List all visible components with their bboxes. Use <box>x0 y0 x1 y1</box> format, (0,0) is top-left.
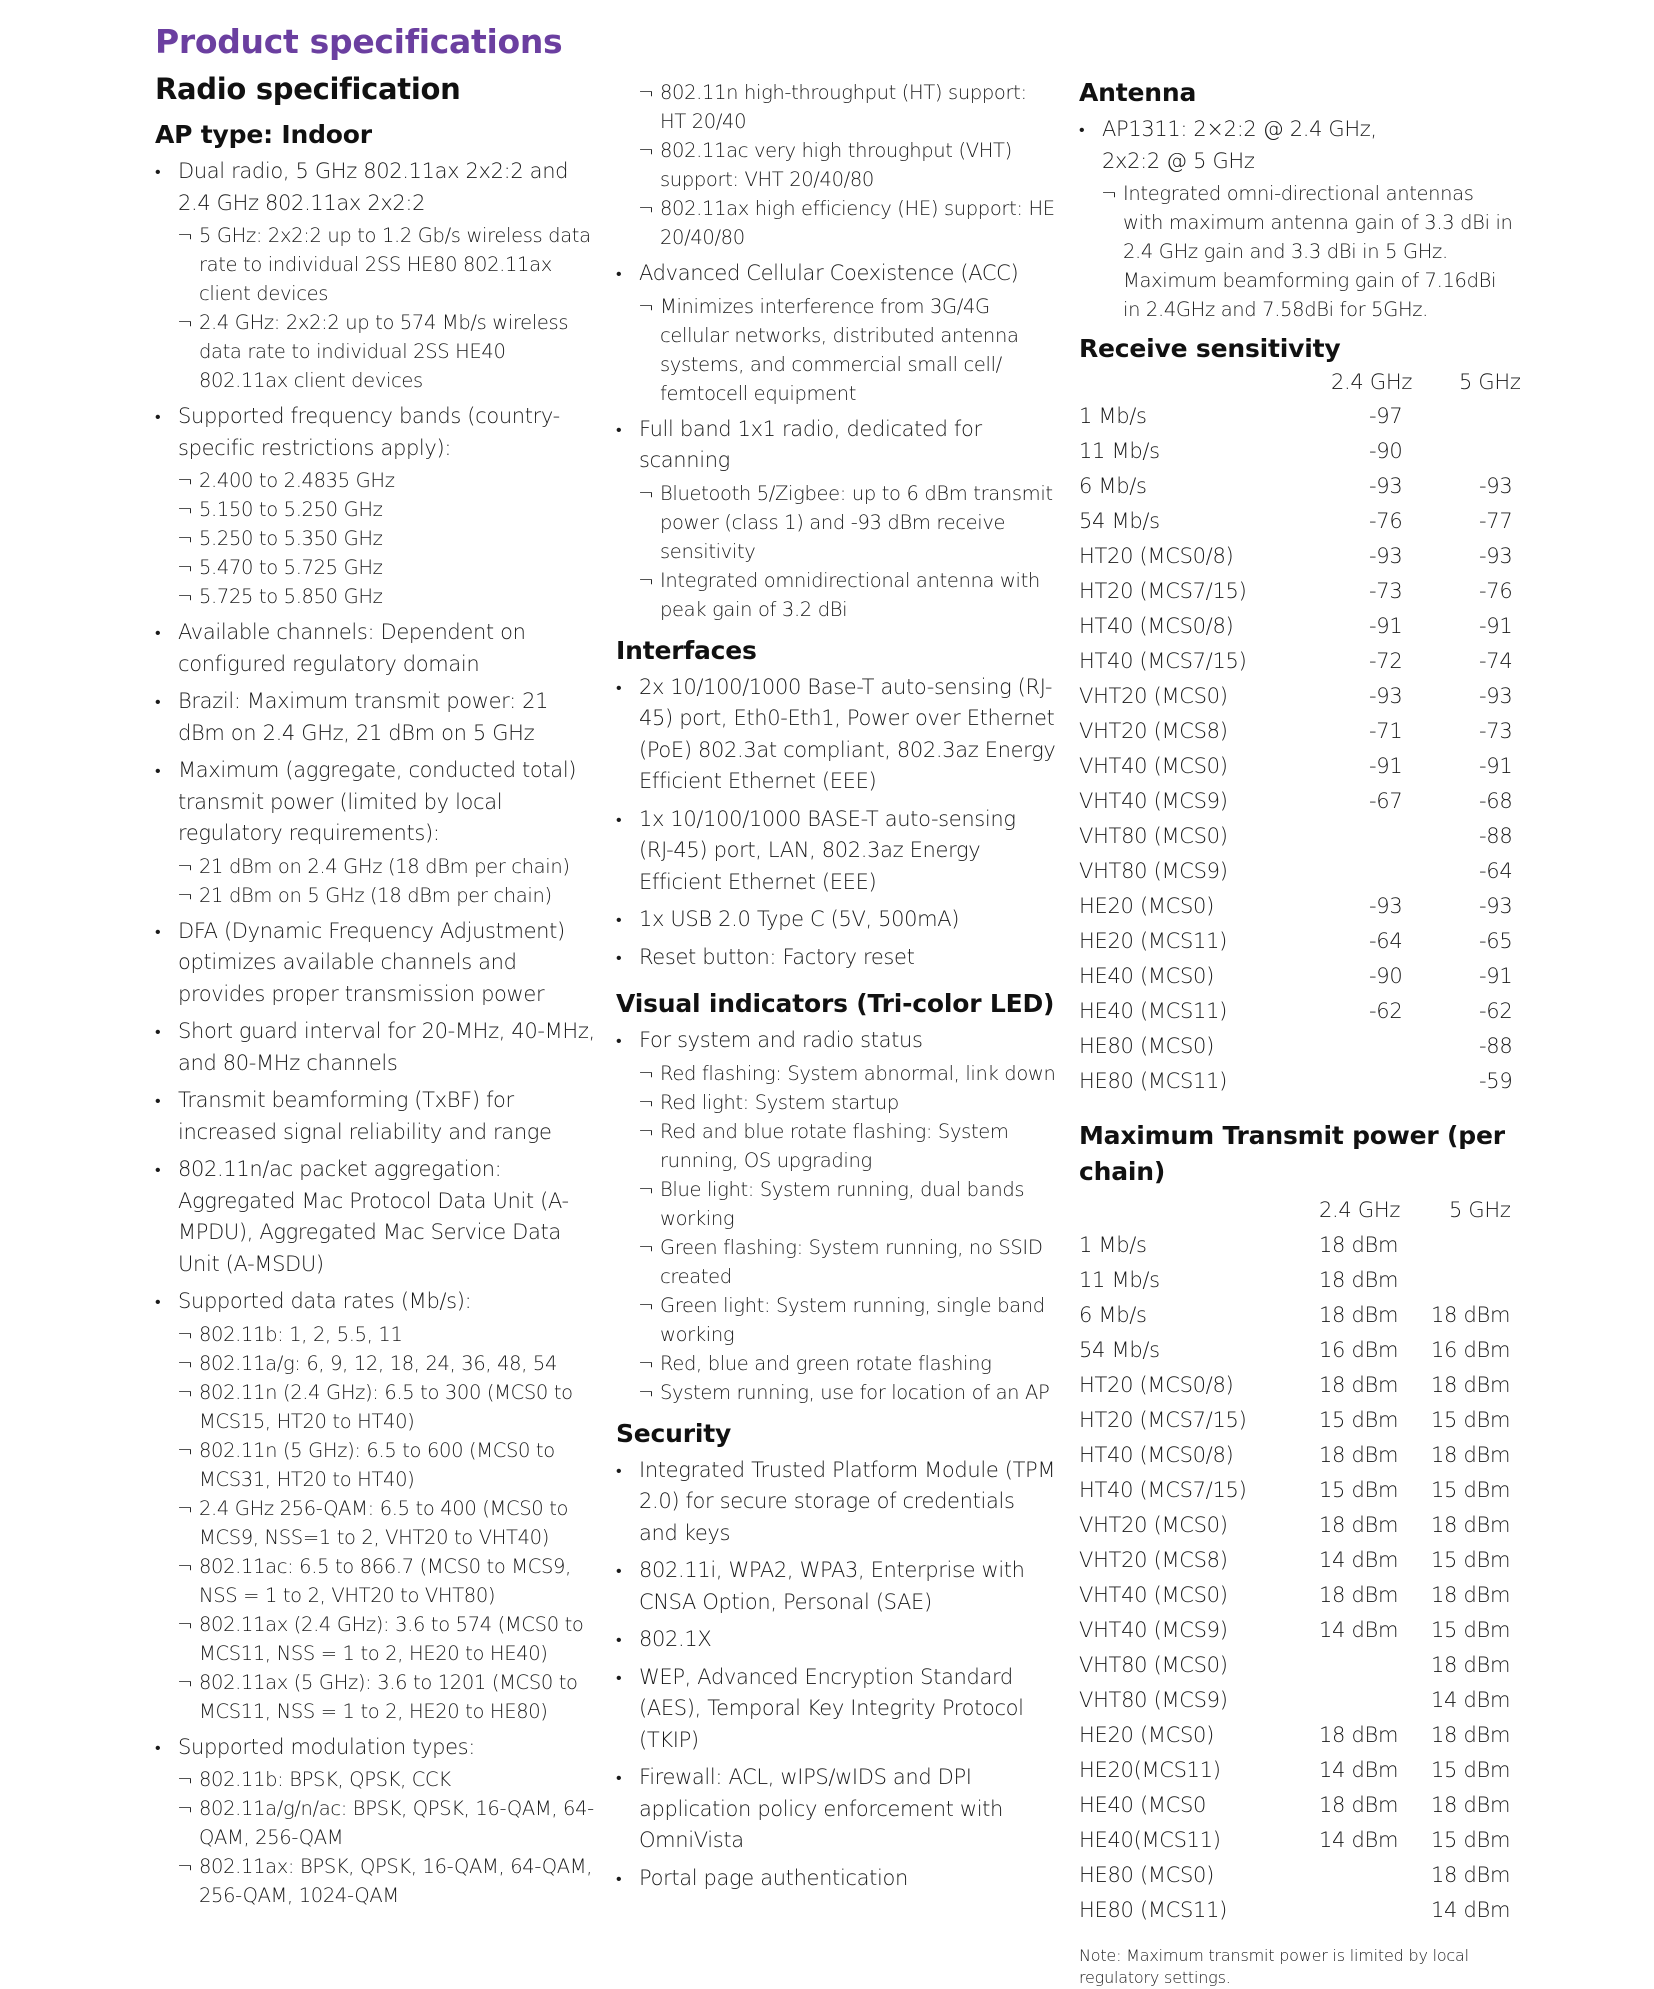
list-item <box>616 942 1056 974</box>
sublist <box>616 479 1056 624</box>
row-label: HE80 (MCS11) <box>1079 1068 1228 1093</box>
list-item <box>616 414 1056 624</box>
value-2-4ghz: 18 dBm <box>1319 1372 1399 1397</box>
row-label: HE80 (MCS0) <box>1079 1033 1215 1058</box>
table-row <box>1079 853 1539 888</box>
sublist-item: ¬ 21 dBm on 5 GHz (18 dBm per chain) <box>155 881 595 910</box>
value-2-4ghz: -91 <box>1369 753 1403 778</box>
section-title-interfaces: Interfaces <box>616 635 757 665</box>
header-cell: 5 GHz <box>1449 1197 1511 1222</box>
table-row <box>1079 1542 1531 1577</box>
value-2-4ghz: 18 dBm <box>1319 1232 1399 1257</box>
list-item-text: DFA (Dynamic Frequency Adjustment) optimizes available channels and provides proper transmission power <box>178 918 565 1006</box>
table-header-row <box>1079 1192 1531 1227</box>
row-label: VHT20 (MCS8) <box>1079 718 1228 743</box>
value-2-4ghz: -73 <box>1369 578 1403 603</box>
sublist-item: ¬ Bluetooth 5/Zigbee: up to 6 dBm transmit power (class 1) and -93 dBm receive sensitivity <box>616 479 1056 566</box>
section-title-radio: Radio specification <box>155 72 461 106</box>
value-2-4ghz <box>1319 1857 1431 1892</box>
antenna-sublist <box>1079 179 1519 324</box>
sublist-item: ¬ 802.11b: 1, 2, 5.5, 11 <box>155 1320 595 1349</box>
section-title-security: Security <box>616 1418 732 1448</box>
value-2-4ghz: 18 dBm <box>1319 1302 1399 1327</box>
sublist-item: ¬ Blue light: System running, dual bands working <box>616 1175 1056 1233</box>
list-item-text: 1x 10/100/1000 BASE-T auto-sensing (RJ-45) port, LAN, 802.3az Energy Efficient Ethernet (EEE) <box>639 806 1016 894</box>
list-item-text: Portal page authentication <box>639 1865 908 1890</box>
list-item-text: WEP, Advanced Encryption Standard (AES), Temporal Key Integrity Protocol (TKIP) <box>639 1664 1024 1752</box>
list-item <box>616 1863 1056 1895</box>
sublist <box>616 292 1056 408</box>
value-5ghz: -74 <box>1479 648 1513 673</box>
list-item-text: Available channels: Dependent on configured regulatory domain <box>178 620 526 676</box>
row-label: VHT20 (MCS8) <box>1079 1547 1228 1572</box>
row-label: HE40 (MCS0 <box>1079 1792 1207 1817</box>
ap-type-heading: AP type: Indoor <box>155 120 372 149</box>
sublist <box>155 852 595 910</box>
value-2-4ghz: -72 <box>1369 648 1403 673</box>
sublist-item: ¬ 2.4 GHz 256-QAM: 6.5 to 400 (MCS0 to MCS9, NSS=1 to 2, VHT20 to VHT40) <box>155 1494 595 1552</box>
sublist-item: ¬ Green light: System running, single band working <box>616 1291 1056 1349</box>
value-5ghz: -64 <box>1479 858 1513 883</box>
row-label: HT20 (MCS0/8) <box>1079 543 1234 568</box>
value-5ghz <box>1479 398 1539 433</box>
value-2-4ghz: 18 dBm <box>1319 1442 1399 1467</box>
radio-spec-list-continued <box>616 78 1056 252</box>
value-5ghz: -91 <box>1479 753 1513 778</box>
list-item-text: 1x USB 2.0 Type C (5V, 500mA) <box>639 907 960 931</box>
list-item <box>616 258 1056 408</box>
table-row <box>1079 1028 1539 1063</box>
table-row <box>1079 643 1539 678</box>
list-item <box>155 686 595 749</box>
list-item-text: Integrated Trusted Platform Module (TPM 2.0) for secure storage of credentials and keys <box>639 1457 1056 1545</box>
row-label: VHT80 (MCS0) <box>1079 1652 1228 1677</box>
row-label: VHT80 (MCS9) <box>1079 1687 1228 1712</box>
value-5ghz <box>1479 433 1539 468</box>
list-item <box>155 1732 595 1911</box>
list-item-text: 2x 10/100/1000 Base-T auto-sensing (RJ-45) port, Eth0-Eth1, Power over Ethernet (PoE) 802.3at compliant, 802.3az Energy Efficient Ethernet (EEE) <box>639 674 1056 793</box>
value-2-4ghz: 18 dBm <box>1319 1722 1399 1747</box>
list-item <box>616 804 1056 899</box>
row-label: 54 Mb/s <box>1079 1337 1160 1362</box>
row-label: VHT40 (MCS9) <box>1079 1617 1228 1642</box>
sublist <box>155 221 595 395</box>
value-5ghz: -91 <box>1479 613 1513 638</box>
list-item <box>616 1455 1056 1550</box>
interfaces-list <box>616 672 1056 974</box>
value-5ghz: 15 dBm <box>1431 1617 1511 1642</box>
table-row <box>1079 503 1539 538</box>
row-label: HE20(MCS11) <box>1079 1757 1221 1782</box>
list-item-text: Short guard interval for 20-MHz, 40-MHz, and 80-MHz channels <box>178 1019 595 1075</box>
sublist-item: ¬ 802.11ax: BPSK, QPSK, 16-QAM, 64-QAM, 256-QAM, 1024-QAM <box>155 1852 595 1910</box>
table-row <box>1079 993 1539 1028</box>
list-item <box>155 1154 595 1280</box>
visual-indicators-sublist <box>616 1059 1056 1407</box>
row-label: 54 Mb/s <box>1079 508 1160 533</box>
list-item: • For system and radio status ¬ Red flashing: System abnormal, link down ¬ Red light: System startup ¬ Red and blue rotate flashing: System running, OS upgrading ¬ Blue light: System running, dual bands working ¬ Green flashing: System running, no SSID created ¬ Green light: System running, single band working ¬ Red, blue and green rotate flashing ¬ System running, use for location of an AP <box>616 1025 1056 1407</box>
table-row <box>1079 888 1539 923</box>
list-item <box>155 755 595 910</box>
column-right <box>1079 76 1539 1989</box>
list-item-text: 802.11n/ac packet aggregation: Aggregated Mac Protocol Data Unit (A-MPDU), Aggregated Mac Service Data Unit (A-MSDU) <box>178 1157 569 1276</box>
value-2-4ghz: 18 dBm <box>1319 1267 1399 1292</box>
sublist-item: ¬ 802.11n (5 GHz): 6.5 to 600 (MCS0 to MCS31, HT20 to HT40) <box>155 1436 595 1494</box>
value-2-4ghz: 14 dBm <box>1319 1547 1399 1572</box>
value-2-4ghz: -93 <box>1369 473 1403 498</box>
value-5ghz: -93 <box>1479 683 1513 708</box>
row-label: HT40 (MCS7/15) <box>1079 1477 1247 1502</box>
table-row <box>1079 1297 1531 1332</box>
table-row <box>1079 1262 1531 1297</box>
list-item-text: 802.11i, WPA2, WPA3, Enterprise with CNSA Option, Personal (SAE) <box>639 1558 1025 1614</box>
header-cell: 2.4 GHz <box>1331 370 1413 394</box>
list-item <box>155 1286 595 1726</box>
list-item-text: Brazil: Maximum transmit power: 21 dBm on 2.4 GHz, 21 dBm on 5 GHz <box>178 689 549 745</box>
row-label: VHT20 (MCS0) <box>1079 683 1228 708</box>
value-5ghz: -77 <box>1479 508 1513 533</box>
sublist-item: ¬ Red flashing: System abnormal, link down <box>616 1059 1056 1088</box>
table-row <box>1079 1682 1531 1717</box>
row-label: 1 Mb/s <box>1079 403 1147 428</box>
table-row <box>1079 1612 1531 1647</box>
value-2-4ghz: -90 <box>1369 438 1403 463</box>
sublist-item: ¬ 5.150 to 5.250 GHz <box>155 495 595 524</box>
value-5ghz: 14 dBm <box>1431 1897 1511 1922</box>
column-left <box>155 0 595 1916</box>
value-2-4ghz: -97 <box>1369 403 1403 428</box>
table-row <box>1079 1717 1531 1752</box>
value-5ghz: 16 dBm <box>1431 1337 1511 1362</box>
table-row <box>1079 398 1539 433</box>
value-5ghz: -73 <box>1479 718 1513 743</box>
value-2-4ghz: -67 <box>1369 788 1403 813</box>
value-2-4ghz: -93 <box>1369 683 1403 708</box>
table-row <box>1079 713 1539 748</box>
list-item <box>155 916 595 1011</box>
value-2-4ghz: -91 <box>1369 613 1403 638</box>
sublist-item: ¬ 2.4 GHz: 2x2:2 up to 574 Mb/s wireless data rate to individual 2SS HE40 802.11ax client devices <box>155 308 595 395</box>
table-row <box>1079 1752 1531 1787</box>
row-label: HT40 (MCS7/15) <box>1079 648 1247 673</box>
row-label: HE40 (MCS11) <box>1079 998 1228 1023</box>
list-item-text: Supported modulation types: <box>178 1734 475 1759</box>
sublist-item: ¬ 802.11ax high efficiency (HE) support: HE 20/40/80 <box>616 194 1056 252</box>
list-item-text: Full band 1x1 radio, dedicated for scanning <box>639 416 982 472</box>
list-item-text: Reset button: Factory reset <box>639 944 915 969</box>
list-item <box>155 401 595 611</box>
sublist-item: ¬ 5.470 to 5.725 GHz <box>155 553 595 582</box>
row-label: HT20 (MCS7/15) <box>1079 1407 1247 1432</box>
list-item <box>616 1762 1056 1857</box>
sublist-item: ¬ 802.11a/g/n/ac: BPSK, QPSK, 16-QAM, 64-QAM, 256-QAM <box>155 1794 595 1852</box>
table-row <box>1079 1787 1531 1822</box>
table-row <box>1079 923 1539 958</box>
table-row <box>1079 468 1539 503</box>
row-label: HE20 (MCS11) <box>1079 928 1228 953</box>
value-2-4ghz: 18 dBm <box>1319 1582 1399 1607</box>
row-label: HE20 (MCS0) <box>1079 893 1215 918</box>
value-5ghz: 18 dBm <box>1431 1582 1511 1607</box>
sublist-item: ¬ 802.11n high-throughput (HT) support: HT 20/40 <box>616 78 1056 136</box>
list-item: • AP1311: 2×2:2 @ 2.4 GHz, 2x2:2 @ 5 GHz ¬ Integrated omni-directional antennas with maximum antenna gain of 3.3 dBi in 2.4 GHz gain and 3.3 dBi in 5 GHz. Maximum beamforming gain of 7.16dBi in 2.4GHz and 7.58dBi for 5GHz. <box>1079 114 1402 324</box>
sublist-item: ¬ 21 dBm on 2.4 GHz (18 dBm per chain) <box>155 852 595 881</box>
table-row <box>1079 818 1539 853</box>
table-row <box>1079 748 1539 783</box>
table-row <box>1079 1227 1531 1262</box>
table-row <box>1079 433 1539 468</box>
row-label: HT40 (MCS0/8) <box>1079 1442 1234 1467</box>
radio-spec-list <box>155 156 595 1910</box>
value-5ghz: -88 <box>1479 823 1513 848</box>
value-2-4ghz: -93 <box>1369 893 1403 918</box>
section-title-antenna: Antenna <box>1079 78 1197 107</box>
value-2-4ghz: 18 dBm <box>1319 1512 1399 1537</box>
header-cell: 5 GHz <box>1459 370 1521 394</box>
row-label: 6 Mb/s <box>1079 473 1147 498</box>
value-2-4ghz: 14 dBm <box>1319 1827 1399 1852</box>
header-cell: 2.4 GHz <box>1319 1197 1401 1222</box>
sublist-item: ¬ 802.11ac very high throughput (VHT) support: VHT 20/40/80 <box>616 136 1056 194</box>
value-2-4ghz: 15 dBm <box>1319 1477 1399 1502</box>
value-5ghz: 15 dBm <box>1431 1477 1511 1502</box>
value-2-4ghz: -62 <box>1369 998 1403 1023</box>
sublist-item: ¬ 802.11b: BPSK, QPSK, CCK <box>155 1765 595 1794</box>
sublist <box>155 466 595 611</box>
sublist-item: ¬ 5.250 to 5.350 GHz <box>155 524 595 553</box>
value-5ghz: 18 dBm <box>1431 1302 1511 1327</box>
table-row <box>1079 678 1539 713</box>
list-item <box>616 1624 1056 1656</box>
page-title: Product specifications <box>155 22 563 61</box>
list-item-text: Advanced Cellular Coexistence (ACC) <box>639 261 1019 285</box>
row-label: VHT20 (MCS0) <box>1079 1512 1228 1537</box>
sublist-item: ¬ Integrated omnidirectional antenna with peak gain of 3.2 dBi <box>616 566 1056 624</box>
visual-indicators-list <box>616 1025 1056 1407</box>
row-label: HE40(MCS11) <box>1079 1827 1221 1852</box>
row-label: VHT40 (MCS0) <box>1079 753 1228 778</box>
list-item <box>616 1555 1056 1618</box>
table-row <box>1079 783 1539 818</box>
value-5ghz: 18 dBm <box>1431 1792 1511 1817</box>
table-row <box>1079 1822 1531 1857</box>
list-item-text: Firewall: ACL, wIPS/wIDS and DPI application policy enforcement with OmniVista <box>639 1765 1004 1852</box>
table-row <box>1079 608 1539 643</box>
value-2-4ghz: 18 dBm <box>1319 1792 1399 1817</box>
value-5ghz: 18 dBm <box>1431 1442 1511 1467</box>
transmit-power-table <box>1079 1192 1531 1927</box>
sublist <box>155 1765 595 1910</box>
table-row <box>1079 1402 1531 1437</box>
sublist-item: ¬ 802.11a/g: 6, 9, 12, 18, 24, 36, 48, 54 <box>155 1349 595 1378</box>
row-label: 11 Mb/s <box>1079 438 1160 463</box>
table-row <box>1079 1332 1531 1367</box>
value-5ghz: -93 <box>1479 473 1513 498</box>
list-item <box>616 1662 1056 1757</box>
value-5ghz: -76 <box>1479 578 1513 603</box>
row-label: HT20 (MCS7/15) <box>1079 578 1247 603</box>
value-5ghz: 15 dBm <box>1431 1827 1511 1852</box>
row-label: HE80 (MCS0) <box>1079 1862 1215 1887</box>
header-cell <box>1079 1192 1319 1227</box>
column-middle <box>616 76 1056 1900</box>
transmit-power-note: Note: Maximum transmit power is limited by local regulatory settings. <box>1079 1946 1469 1987</box>
value-2-4ghz: 14 dBm <box>1319 1617 1399 1642</box>
value-2-4ghz: 15 dBm <box>1319 1407 1399 1432</box>
row-label: HE20 (MCS0) <box>1079 1722 1215 1747</box>
list-item-text: Supported frequency bands (country-specific restrictions apply): <box>178 404 560 460</box>
table-row <box>1079 1892 1531 1927</box>
value-2-4ghz <box>1369 1028 1479 1063</box>
value-2-4ghz: -64 <box>1369 928 1403 953</box>
value-2-4ghz <box>1369 818 1479 853</box>
list-item-text: Transmit beamforming (TxBF) for increased signal reliability and range <box>178 1088 552 1144</box>
row-label: HE40 (MCS0) <box>1079 963 1215 988</box>
value-5ghz: -68 <box>1479 788 1513 813</box>
row-label: VHT80 (MCS9) <box>1079 858 1228 883</box>
section-title-visual-indicators: Visual indicators (Tri-color LED) <box>616 989 1055 1018</box>
radio-sublist-continued <box>593 78 1056 252</box>
table-row <box>1079 1577 1531 1612</box>
list-item <box>155 1085 595 1148</box>
sublist-item: ¬ 802.11ax (5 GHz): 3.6 to 1201 (MCS0 to MCS11, NSS = 1 to 2, HE20 to HE80) <box>155 1668 595 1726</box>
row-label: 6 Mb/s <box>1079 1302 1147 1327</box>
value-2-4ghz <box>1369 1063 1479 1098</box>
antenna-list <box>1079 114 1539 324</box>
value-5ghz: -93 <box>1479 543 1513 568</box>
table-row <box>1079 1472 1531 1507</box>
value-5ghz: -93 <box>1479 893 1513 918</box>
value-5ghz: 18 dBm <box>1431 1372 1511 1397</box>
value-5ghz: -59 <box>1479 1068 1513 1093</box>
receive-sensitivity-table <box>1079 366 1539 1098</box>
value-5ghz: -65 <box>1479 928 1513 953</box>
sublist-item: ¬ Red and blue rotate flashing: System running, OS upgrading <box>616 1117 1056 1175</box>
sublist-item: ¬ Green flashing: System running, no SSID created <box>616 1233 1056 1291</box>
sublist-item: ¬ 802.11n (2.4 GHz): 6.5 to 300 (MCS0 to MCS15, HT20 to HT40) <box>155 1378 595 1436</box>
sublist-item: ¬ 802.11ax (2.4 GHz): 3.6 to 574 (MCS0 to MCS11, NSS = 1 to 2, HE20 to HE40) <box>155 1610 595 1668</box>
table-row <box>1079 1857 1531 1892</box>
radio-spec-list-2 <box>616 258 1056 624</box>
list-item-text: Dual radio, 5 GHz 802.11ax 2x2:2 and 2.4 GHz 802.11ax 2x2:2 <box>178 159 569 215</box>
value-2-4ghz: 16 dBm <box>1319 1337 1399 1362</box>
list-item <box>616 672 1056 798</box>
row-label: VHT80 (MCS0) <box>1079 823 1228 848</box>
value-2-4ghz <box>1319 1647 1431 1682</box>
row-label: HT40 (MCS0/8) <box>1079 613 1234 638</box>
sublist-item: ¬ Red, blue and green rotate flashing <box>616 1349 1056 1378</box>
value-2-4ghz: 14 dBm <box>1319 1757 1399 1782</box>
table-row <box>1079 1647 1531 1682</box>
value-5ghz: -88 <box>1479 1033 1513 1058</box>
sublist-item: ¬ 5 GHz: 2x2:2 up to 1.2 Gb/s wireless data rate to individual 2SS HE80 802.11ax client devices <box>155 221 595 308</box>
list-item <box>616 904 1056 936</box>
row-label: HE80 (MCS11) <box>1079 1897 1228 1922</box>
value-2-4ghz: -93 <box>1369 543 1403 568</box>
sublist-item: ¬ Minimizes interference from 3G/4G cellular networks, distributed antenna systems, and commercial small cell/ femtocell equipment <box>616 292 1056 408</box>
value-5ghz: -91 <box>1479 963 1513 988</box>
value-5ghz: 15 dBm <box>1431 1547 1511 1572</box>
value-2-4ghz: -76 <box>1369 508 1403 533</box>
value-2-4ghz <box>1319 1892 1431 1927</box>
list-item <box>155 1016 595 1079</box>
value-5ghz: 18 dBm <box>1431 1652 1511 1677</box>
value-5ghz: 18 dBm <box>1431 1862 1511 1887</box>
value-5ghz <box>1431 1227 1531 1262</box>
table-row <box>1079 1367 1531 1402</box>
table-header-row <box>1079 366 1539 398</box>
sublist-item: ¬ System running, use for location of an AP <box>616 1378 1056 1407</box>
row-label: HT20 (MCS0/8) <box>1079 1372 1234 1397</box>
row-label: VHT40 (MCS0) <box>1079 1582 1228 1607</box>
list-item-text: Supported data rates (Mb/s): <box>178 1289 472 1313</box>
row-label: VHT40 (MCS9) <box>1079 788 1228 813</box>
sublist-item: ¬ 802.11ac: 6.5 to 866.7 (MCS0 to MCS9, NSS = 1 to 2, VHT20 to VHT80) <box>155 1552 595 1610</box>
list-item-text: 802.1X <box>639 1627 712 1651</box>
value-2-4ghz: -90 <box>1369 963 1403 988</box>
table-row <box>1079 1507 1531 1542</box>
row-label: 11 Mb/s <box>1079 1267 1160 1292</box>
value-5ghz <box>1431 1262 1531 1297</box>
security-list <box>616 1455 1056 1895</box>
value-2-4ghz <box>1319 1682 1431 1717</box>
section-title-transmit-power: Maximum Transmit power (per chain) <box>1079 1121 1505 1186</box>
value-2-4ghz <box>1369 853 1479 888</box>
table-row <box>1079 1437 1531 1472</box>
value-5ghz: 14 dBm <box>1431 1687 1511 1712</box>
table-row <box>1079 958 1539 993</box>
sublist-item: ¬ Integrated omni-directional antennas with maximum antenna gain of 3.3 dBi in 2.4 GHz gain and 3.3 dBi in 5 GHz. Maximum beamforming gain of 7.16dBi in 2.4GHz and 7.58dBi for 5GHz. <box>1079 179 1519 324</box>
table-row <box>1079 573 1539 608</box>
sublist-item: ¬ 5.725 to 5.850 GHz <box>155 582 595 611</box>
list-item-text: Maximum (aggregate, conducted total) transmit power (limited by local regulatory requirements): <box>178 758 577 845</box>
value-5ghz: 15 dBm <box>1431 1407 1511 1432</box>
header-cell <box>1079 366 1369 398</box>
value-5ghz: 18 dBm <box>1431 1722 1511 1747</box>
section-title-receive-sensitivity: Receive sensitivity <box>1079 334 1341 363</box>
table-row <box>1079 538 1539 573</box>
list-item <box>155 156 595 395</box>
sublist-item: ¬ Red light: System startup <box>616 1088 1056 1117</box>
table-row <box>1079 1063 1539 1098</box>
value-5ghz: 15 dBm <box>1431 1757 1511 1782</box>
row-label: 1 Mb/s <box>1079 1232 1147 1257</box>
value-2-4ghz: -71 <box>1369 718 1403 743</box>
sublist-item: ¬ 2.400 to 2.4835 GHz <box>155 466 595 495</box>
value-5ghz: -62 <box>1479 998 1513 1023</box>
value-5ghz: 18 dBm <box>1431 1512 1511 1537</box>
sublist <box>155 1320 595 1726</box>
list-item <box>155 617 595 680</box>
